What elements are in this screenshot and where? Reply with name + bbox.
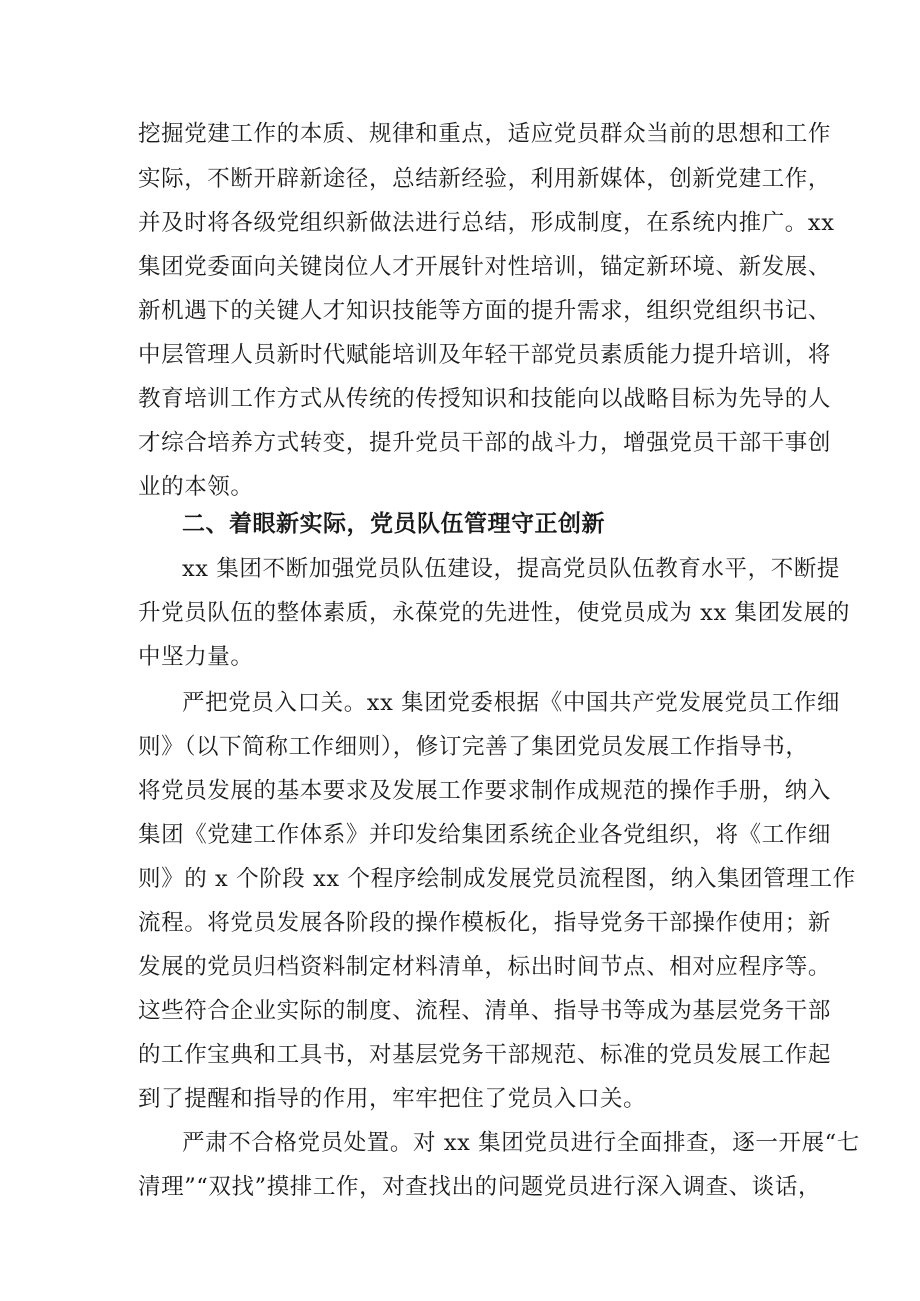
paragraph-3-line-8: 这些符合企业实际的制度、流程、清单、指导书等成为基层党务干部 bbox=[138, 998, 832, 1024]
paragraph-3-line-7: 发展的党员归档资料制定材料清单，标出时间节点、相对应程序等。 bbox=[138, 954, 832, 980]
paragraph-1-line-5: 新机遇下的关键人才知识技能等方面的提升需求，组织党组织书记、 bbox=[138, 298, 832, 324]
paragraph-2-line-1: xx 集团不断加强党员队伍建设，提高党员队伍教育水平，不断提 bbox=[182, 556, 841, 582]
paragraph-1-line-4: 集团党委面向关键岗位人才开展针对性培训，锚定新环境、新发展、 bbox=[138, 254, 832, 280]
paragraph-4-line-1: 严肃不合格党员处置。对 xx 集团党员进行全面排查，逐一开展“七 bbox=[182, 1130, 860, 1156]
paragraph-1-line-6: 中层管理人员新时代赋能培训及年轻干部党员素质能力提升培训，将 bbox=[138, 342, 832, 368]
paragraph-3-line-3: 将党员发展的基本要求及发展工作要求制作成规范的操作手册，纳入 bbox=[138, 778, 832, 804]
paragraph-3-line-9: 的工作宝典和工具书，对基层党务干部规范、标准的党员发展工作起 bbox=[138, 1042, 832, 1068]
paragraph-3-line-5: 则》的 x 个阶段 xx 个程序绘制成发展党员流程图，纳入集团管理工作 bbox=[138, 866, 856, 892]
paragraph-1-line-7: 教育培训工作方式从传统的传授知识和技能向以战略目标为先导的人 bbox=[138, 386, 832, 412]
paragraph-2-line-3: 中坚力量。 bbox=[138, 644, 254, 670]
paragraph-1-line-3: 并及时将各级党组织新做法进行总结，形成制度，在系统内推广。xx bbox=[138, 210, 835, 236]
paragraph-3-line-6: 流程。将党员发展各阶段的操作模板化，指导党务干部操作使用；新 bbox=[138, 910, 832, 936]
paragraph-3-line-10: 到了提醒和指导的作用，牢牢把住了党员入口关。 bbox=[138, 1086, 647, 1112]
paragraph-3-line-1: 严把党员入口关。xx 集团党委根据《中国共产党发展党员工作细 bbox=[182, 690, 841, 716]
section-heading: 二、着眼新实际，党员队伍管理守正创新 bbox=[182, 511, 605, 537]
paragraph-1-line-1: 挖掘党建工作的本质、规律和重点，适应党员群众当前的思想和工作 bbox=[138, 121, 832, 147]
paragraph-1-line-8: 才综合培养方式转变，提升党员干部的战斗力，增强党员干部干事创 bbox=[138, 430, 832, 456]
paragraph-1-line-9: 业的本领。 bbox=[138, 474, 254, 500]
paragraph-4-line-2: 清理”“双找”摸排工作，对查找出的问题党员进行深入调查、谈话， bbox=[138, 1174, 822, 1200]
paragraph-3-line-4: 集团《党建工作体系》并印发给集团系统企业各党组织，将《工作细 bbox=[138, 822, 832, 848]
paragraph-2-line-2: 升党员队伍的整体素质，永葆党的先进性，使党员成为 xx 集团发展的 bbox=[138, 600, 850, 626]
paragraph-3-line-2: 则》（以下简称工作细则），修订完善了集团党员发展工作指导书， bbox=[138, 734, 809, 760]
paragraph-1-line-2: 实际，不断开辟新途径，总结新经验，利用新媒体，创新党建工作， bbox=[138, 166, 832, 192]
